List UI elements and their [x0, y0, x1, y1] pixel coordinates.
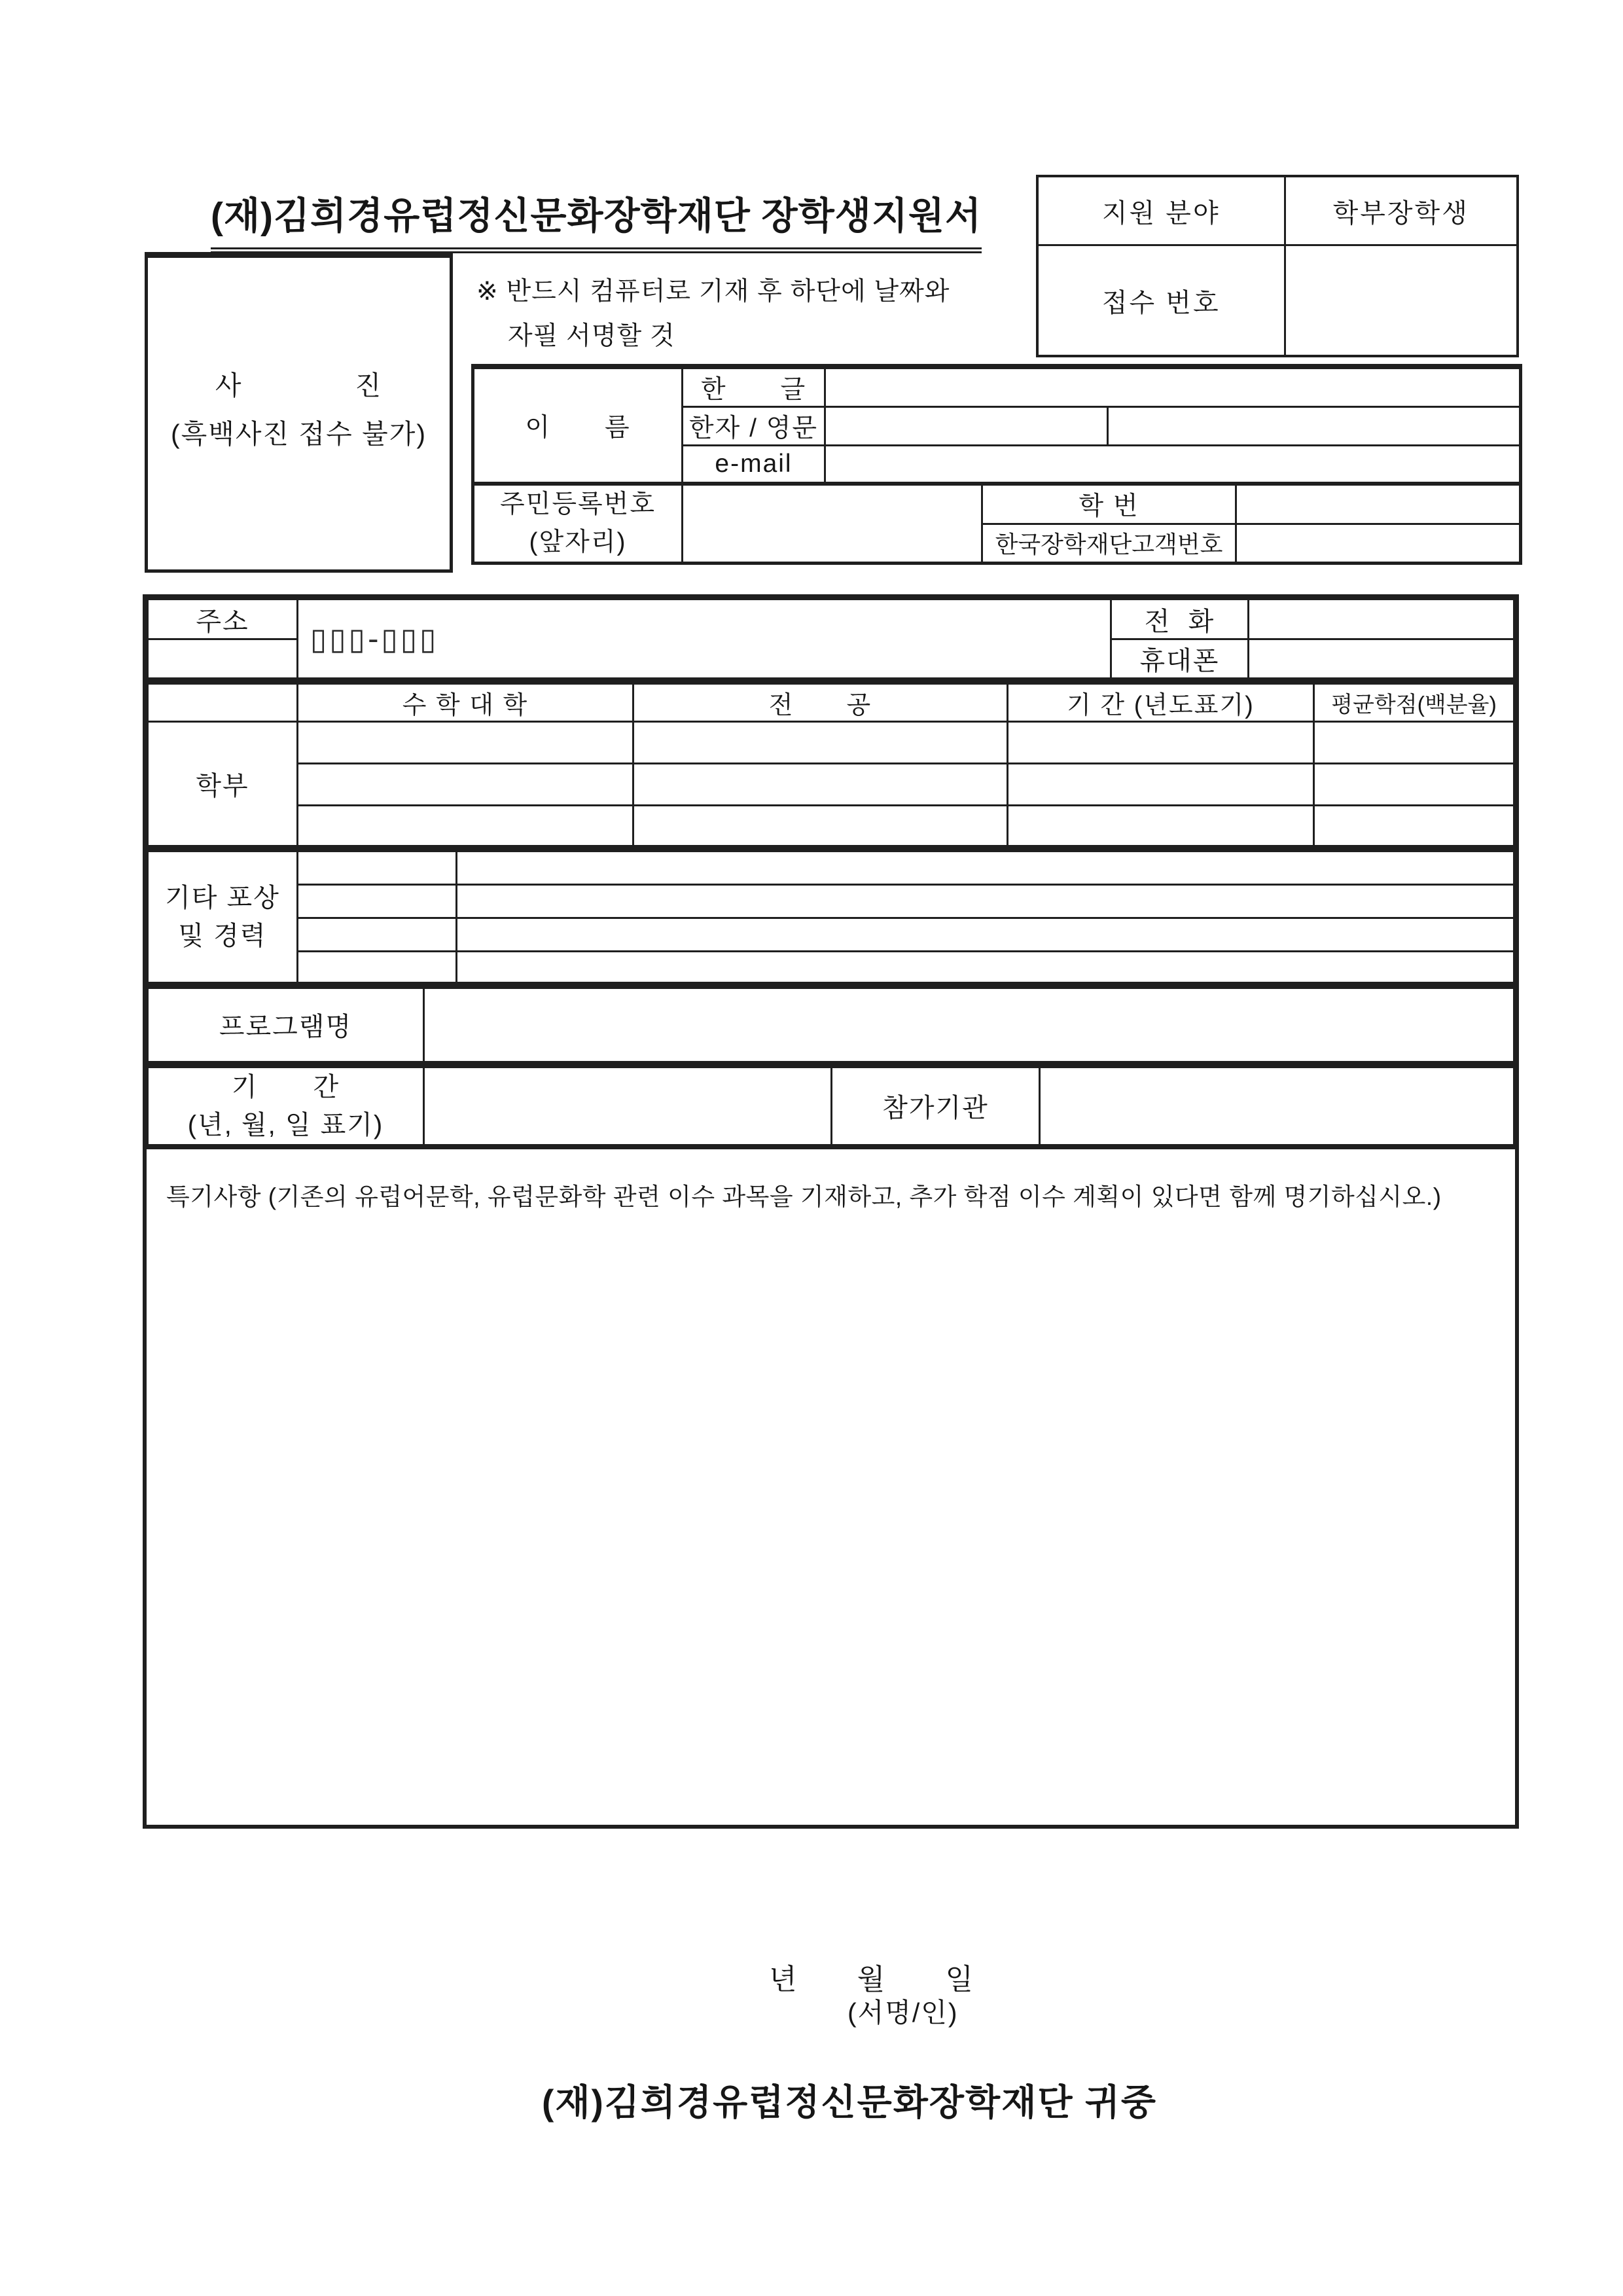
phone-input[interactable] [1249, 600, 1514, 639]
resident-number-label-line1: 주민등록번호 [499, 490, 656, 518]
bachelor-row-label: 학부 [148, 722, 298, 848]
hanja-english-name-label: 한자 / 영문 [683, 407, 825, 446]
phone-label: 전 화 [1111, 600, 1249, 639]
period-label-line1: 기 간 [231, 1072, 340, 1102]
award-date-input-cell[interactable] [298, 884, 457, 918]
photo-label: 사 진 [215, 370, 383, 401]
award-detail-input-cell[interactable] [457, 884, 1514, 918]
date-month-label: 월 [857, 1964, 887, 1996]
period-input-cell[interactable] [1008, 806, 1314, 848]
university-column-header: 수 학 대 학 [298, 684, 633, 722]
receipt-number-label: 접수 번호 [1037, 245, 1285, 357]
remarks-label: 특기사항 (기존의 유럽어문학, 유럽문화학 관련 이수 과목을 기재하고, 추가 학점 이수 계획이 있다면 함께 명기하십시오.) [166, 1183, 1442, 1210]
awards-label-line2: 및 경력 [178, 921, 267, 950]
university-input-cell[interactable] [298, 764, 633, 806]
receipt-number-input[interactable] [1285, 245, 1518, 357]
remarks-box[interactable] [147, 1149, 1515, 1825]
english-name-input[interactable] [1108, 407, 1521, 446]
signature-label: (서명/인) [847, 1998, 959, 2028]
gpa-input-cell[interactable] [1314, 806, 1514, 848]
awards-career-label [148, 851, 298, 984]
instruction-note [476, 270, 950, 359]
address-table [147, 598, 1515, 683]
date-day-label: 일 [945, 1964, 975, 1996]
award-detail-input-cell[interactable] [457, 951, 1514, 984]
postal-code-boxes: ▯▯▯-▯▯▯ [310, 621, 439, 656]
gpa-input-cell[interactable] [1314, 764, 1514, 806]
academic-corner-cell [148, 684, 298, 722]
photo-note: (흑백사진 접수 불가) [171, 419, 427, 449]
email-input[interactable] [825, 446, 1521, 484]
apply-field-value: 학부장학생 [1285, 176, 1518, 245]
major-input-cell[interactable] [633, 722, 1008, 764]
period-input[interactable] [424, 1067, 832, 1147]
recipient-line: (재)김희경유럽정신문화장학재단 귀중 [542, 2082, 1157, 2123]
address-label-spacer [148, 639, 298, 681]
major-input-cell[interactable] [633, 806, 1008, 848]
participating-org-label: 참가기관 [832, 1067, 1040, 1147]
hangul-name-label: 한 글 [683, 367, 825, 407]
awards-career-table [147, 850, 1515, 988]
student-number-label: 학 번 [982, 484, 1236, 524]
hangul-name-input[interactable] [825, 367, 1521, 407]
main-table [143, 594, 1519, 1829]
award-date-input-cell[interactable] [298, 951, 457, 984]
photo-box[interactable] [145, 252, 453, 573]
gpa-column-header: 평균학점(백분율) [1314, 684, 1514, 722]
kosaf-number-label: 한국장학재단고객번호 [982, 524, 1236, 563]
major-column-header: 전 공 [633, 684, 1008, 722]
address-input[interactable] [298, 600, 1111, 681]
mobile-label: 휴대폰 [1111, 639, 1249, 681]
form-title: (재)김희경유럽정신문화장학재단 장학생지원서 [211, 186, 982, 253]
resident-number-label-line2: (앞자리) [529, 528, 627, 556]
kosaf-number-input[interactable] [1236, 524, 1521, 563]
period-table [147, 1066, 1515, 1149]
email-label: e-mail [683, 446, 825, 484]
program-table [147, 987, 1515, 1066]
date-year-label: 년 [769, 1964, 798, 1996]
name-label: 이 름 [473, 367, 683, 484]
period-column-header: 기 간 (년도표기) [1008, 684, 1314, 722]
period-label [148, 1067, 424, 1147]
note-line2: 자필 서명할 것 [508, 322, 675, 350]
apply-field-label: 지원 분야 [1037, 176, 1285, 245]
program-name-input[interactable] [424, 988, 1514, 1064]
award-date-input-cell[interactable] [298, 851, 457, 884]
university-input-cell[interactable] [298, 722, 633, 764]
period-input-cell[interactable] [1008, 722, 1314, 764]
academic-history-table [147, 683, 1515, 850]
student-number-input[interactable] [1236, 484, 1521, 524]
name-table [471, 364, 1522, 565]
hanja-name-input[interactable] [825, 407, 1108, 446]
address-label: 주소 [148, 600, 298, 639]
application-category-table [1036, 175, 1519, 357]
major-input-cell[interactable] [633, 764, 1008, 806]
university-input-cell[interactable] [298, 806, 633, 848]
resident-number-input[interactable] [683, 484, 982, 564]
period-label-line2: (년, 월, 일 표기) [187, 1110, 384, 1139]
award-detail-input-cell[interactable] [457, 918, 1514, 951]
gpa-input-cell[interactable] [1314, 722, 1514, 764]
award-detail-input-cell[interactable] [457, 851, 1514, 884]
program-name-label: 프로그램명 [148, 988, 424, 1064]
period-input-cell[interactable] [1008, 764, 1314, 806]
note-line1: ※ 반드시 컴퓨터로 기재 후 하단에 날짜와 [476, 278, 950, 306]
resident-number-label [473, 484, 683, 564]
award-date-input-cell[interactable] [298, 918, 457, 951]
mobile-input[interactable] [1249, 639, 1514, 681]
participating-org-input[interactable] [1040, 1067, 1514, 1147]
awards-label-line1: 기타 포상 [165, 883, 280, 912]
